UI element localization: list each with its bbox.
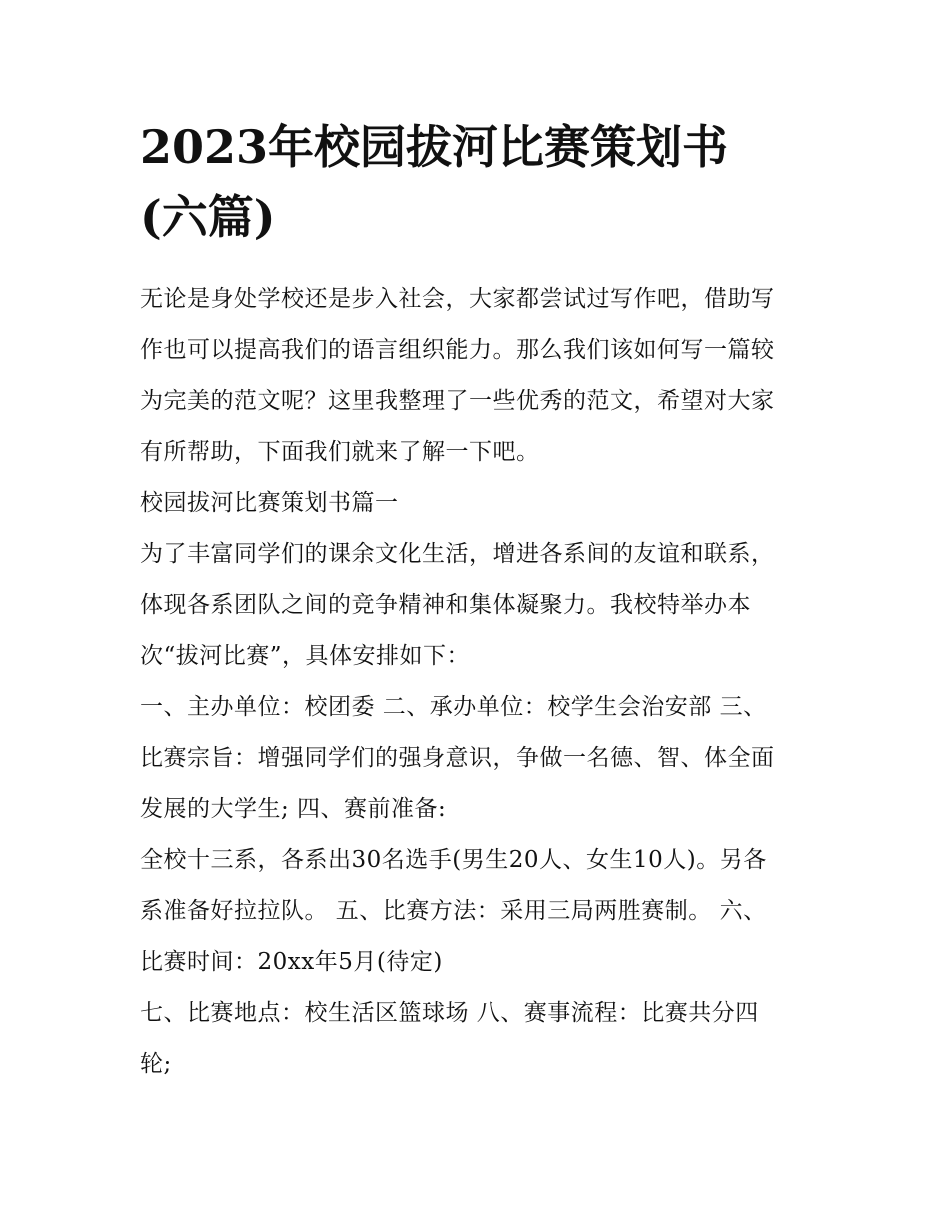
- text-line: 无论是身处学校还是步入社会，大家都尝试过写作吧，借助写: [140, 286, 775, 312]
- text-line: 一、主办单位：校团委 二、承办单位：校学生会治安部 三、: [140, 694, 767, 720]
- text-line: 次“拔河比赛”，具体安排如下：: [140, 643, 471, 669]
- intro-paragraph: [140, 274, 820, 478]
- text-line: 体现各系团队之间的竞争精神和集体凝聚力。我校特举办本: [140, 592, 751, 618]
- document-body: [140, 274, 820, 1090]
- section-heading: [140, 478, 820, 529]
- purpose-paragraph: [140, 529, 820, 682]
- organizer-paragraph: [140, 682, 820, 835]
- document-title: [140, 112, 820, 252]
- text-line: 发展的大学生; 四、赛前准备:: [140, 796, 447, 822]
- title-line-1: 2023年校园拔河比赛策划书: [140, 120, 729, 174]
- location-paragraph: [140, 988, 820, 1090]
- text-line: 系准备好拉拉队。 五、比赛方法：采用三局两胜赛制。 六、: [140, 898, 767, 924]
- preparation-paragraph: [140, 835, 820, 988]
- text-line: 全校十三系，各系出30名选手(男生20人、女生10人)。另各: [140, 847, 767, 873]
- text-line: 七、比赛地点：校生活区篮球场 八、赛事流程：比赛共分四: [140, 1000, 759, 1026]
- title-line-2: (六篇): [140, 190, 276, 244]
- text-line: 轮;: [140, 1051, 172, 1077]
- text-line: 比赛时间：20xx年5月(待定): [140, 949, 443, 975]
- text-line: 为了丰富同学们的课余文化生活，增进各系间的友谊和联系，: [140, 541, 775, 567]
- text-line: 作也可以提高我们的语言组织能力。那么我们该如何写一篇较: [140, 337, 775, 363]
- text-line: 为完美的范文呢？这里我整理了一些优秀的范文，希望对大家: [140, 388, 775, 414]
- text-line: 校园拔河比赛策划书篇一: [140, 490, 399, 516]
- document-page: [140, 112, 820, 1090]
- text-line: 比赛宗旨：增强同学们的强身意识，争做一名德、智、体全面: [140, 745, 775, 771]
- text-line: 有所帮助，下面我们就来了解一下吧。: [140, 439, 540, 465]
